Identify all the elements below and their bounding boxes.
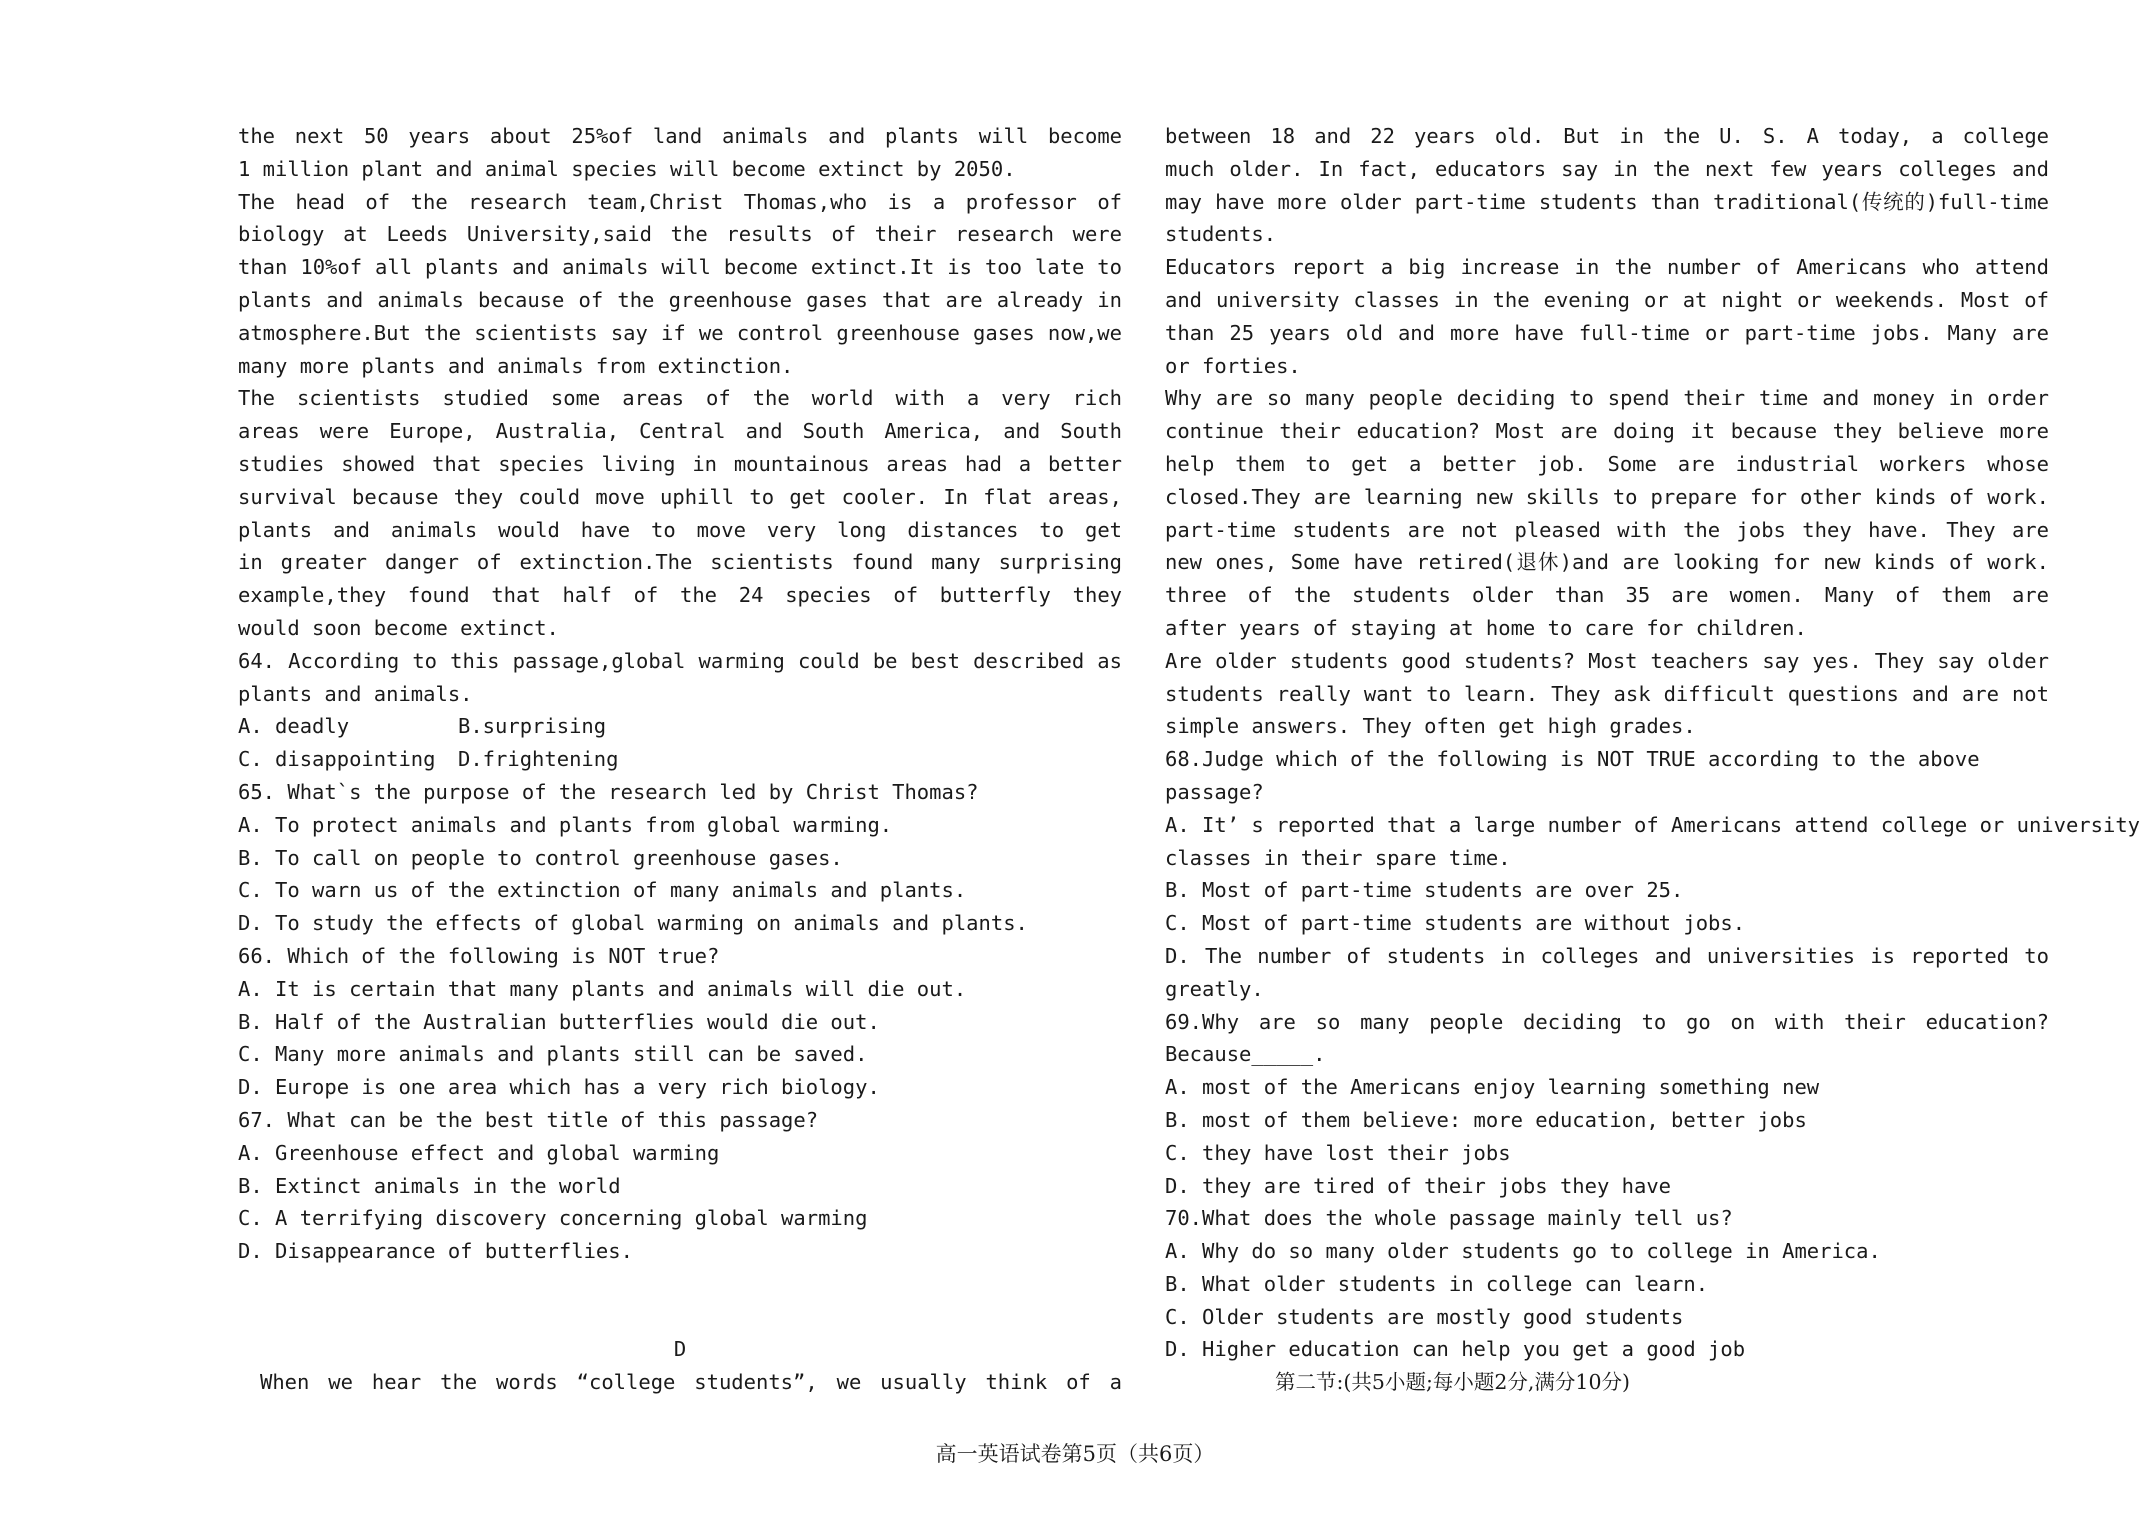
page-footer: 高一英语试卷第5页（共6页） [935,1442,1215,1466]
passage-line: and university classes in the evening or at night or weekends. Most of [1165,287,2049,312]
question-64-options-row [238,710,1122,743]
passage-line: 1 million plant and animal species will become extinct by 2050. [238,156,1016,181]
option-c[interactable]: C. disappointing [238,747,436,772]
passage-line: or forties. [1165,353,1301,378]
option-b[interactable]: B.surprising [458,714,607,739]
question-67-stem: 67. What can be the best title of this passage? [238,1107,819,1132]
option-d[interactable]: D. Europe is one area which has a very rich biology. [238,1075,880,1100]
option-a[interactable]: A. It’ s reported that a large number of Americans attend college or university [1165,812,2141,837]
option-b[interactable]: B. What older students in college can learn. [1165,1271,1709,1296]
question-69-stem: 69.Why are so many people deciding to go on with their education? [1165,1009,2049,1034]
passage-line: students really want to learn. They ask difficult questions and are not [1165,681,2049,706]
question-68-stem: passage? [1165,779,1264,804]
passage-line: areas were Europe, Australia, Central and South America, and South [238,419,1122,444]
passage-line: atmosphere.But the scientists say if we control greenhouse gases now,we [238,320,1122,345]
passage-line: many more plants and animals from extinction. [238,353,794,378]
passage-line: plants and animals would have to move very long distances to get [238,517,1122,542]
passage-line: three of the students older than 35 are women. Many of them are [1165,583,2049,608]
passage-line: The head of the research team,Christ Thomas,who is a professor of [238,189,1122,214]
passage-line: may have more older part-time students than traditional(传统的)full-time [1165,189,2049,214]
option-d[interactable]: D. The number of students in colleges and universities is reported to [1165,943,2049,968]
passage-line: The scientists studied some areas of the world with a very rich [238,386,1122,411]
option-a[interactable]: A. Greenhouse effect and global warming [238,1140,720,1165]
option-c[interactable]: C. Older students are mostly good students [1165,1304,1684,1329]
option-b[interactable]: B. most of them believe: more education, better jobs [1165,1107,1807,1132]
passage-line: survival because they could move uphill to get cooler. In flat areas, [238,484,1122,509]
passage-line: than 10%of all plants and animals will become extinct.It is too late to [238,255,1122,280]
option-a[interactable]: A. deadly [238,714,350,739]
section-2-heading: 第二节:(共5小题;每小题2分,满分10分) [1275,1370,1630,1395]
option-d[interactable]: D. they are tired of their jobs they have [1165,1173,1672,1198]
passage-line: closed.They are learning new skills to prepare for other kinds of work. [1165,484,2049,509]
passage-line: new ones, Some have retired(退休)and are looking for new kinds of work. [1165,550,2049,575]
option-b[interactable]: B. Half of the Australian butterflies would die out. [238,1009,880,1034]
option-c[interactable]: C. Most of part-time students are without jobs. [1165,911,1746,936]
question-64-stem: plants and animals. [238,681,473,706]
option-c[interactable]: C. they have lost their jobs [1165,1140,1511,1165]
passage-line: Are older students good students? Most teachers say yes. They say older [1165,648,2049,673]
question-70-stem: 70.What does the whole passage mainly tell us? [1165,1206,1733,1231]
passage-line: in greater danger of extinction.The scientists found many surprising [238,550,1122,575]
passage-line: than 25 years old and more have full-time or part-time jobs. Many are [1165,320,2049,345]
section-d-label: D [673,1336,687,1361]
passage-line: Educators report a big increase in the number of Americans who attend [1165,255,2049,280]
left-column [238,120,1122,1398]
option-c[interactable]: C. A terrifying discovery concerning global warming [238,1206,868,1231]
passage-line: Why are so many people deciding to spend their time and money in order [1165,386,2049,411]
passage-line: continue their education? Most are doing it because they believe more [1165,419,2049,444]
passage-line: help them to get a better job. Some are industrial workers whose [1165,451,2049,476]
option-a-continued[interactable]: classes in their spare time. [1165,845,1511,870]
option-c[interactable]: C. Many more animals and plants still can be saved. [238,1042,868,1067]
option-a[interactable]: A. It is certain that many plants and animals will die out. [238,976,967,1001]
option-a[interactable]: A. Why do so many older students go to college in America. [1165,1239,1881,1264]
option-d[interactable]: D. Disappearance of butterflies. [238,1239,633,1264]
right-column [1165,120,2141,1399]
option-a[interactable]: A. To protect animals and plants from global warming. [238,812,893,837]
passage-line: plants and animals because of the greenhouse gases that are already in [238,287,1122,312]
passage-line: studies showed that species living in mountainous areas had a better [238,451,1122,476]
passage-line: between 18 and 22 years old. But in the U. S. A today, a college [1165,124,2049,148]
option-b[interactable]: B. Extinct animals in the world [238,1173,621,1198]
option-b[interactable]: B. Most of part-time students are over 25. [1165,878,1684,903]
option-c[interactable]: C. To warn us of the extinction of many animals and plants. [238,878,967,903]
spacer [238,1268,1122,1333]
question-66-stem: 66. Which of the following is NOT true? [238,943,720,968]
passage-line: example,they found that half of the 24 species of butterfly they [238,583,1122,608]
option-d[interactable]: D.frightening [458,747,619,772]
option-a[interactable]: A. most of the Americans enjoy learning something new [1165,1075,1820,1100]
question-68-stem: 68.Judge which of the following is NOT TRUE according to the above [1165,747,1980,772]
passage-line: the next 50 years about 25%of land animals and plants will become [238,124,1122,148]
option-d[interactable]: D. To study the effects of global warming on animals and plants. [238,911,1028,936]
question-69-stem: Because_____. [1165,1042,1326,1067]
question-64-stem: 64. According to this passage,global warming could be best described as [238,648,1122,673]
option-d-continued[interactable]: greatly. [1165,976,1264,1001]
passage-line: part-time students are not pleased with the jobs they have. They are [1165,517,2049,542]
passage-line: biology at Leeds University,said the results of their research were [238,222,1122,247]
passage-line: would soon become extinct. [238,615,559,640]
passage-line: students. [1165,222,1277,247]
question-65-stem: 65. What`s the purpose of the research led by Christ Thomas? [238,779,979,804]
passage-line: after years of staying at home to care for children. [1165,615,1807,640]
option-d[interactable]: D. Higher education can help you get a good job [1165,1337,1746,1362]
question-64-options-row [238,743,1122,776]
passage-line: much older. In fact, educators say in the next few years colleges and [1165,156,2049,181]
passage-d-first-line: When we hear the words “college students”, we usually think of a [260,1369,1122,1394]
option-b[interactable]: B. To call on people to control greenhouse gases. [238,845,843,870]
passage-line: simple answers. They often get high grades. [1165,714,1696,739]
